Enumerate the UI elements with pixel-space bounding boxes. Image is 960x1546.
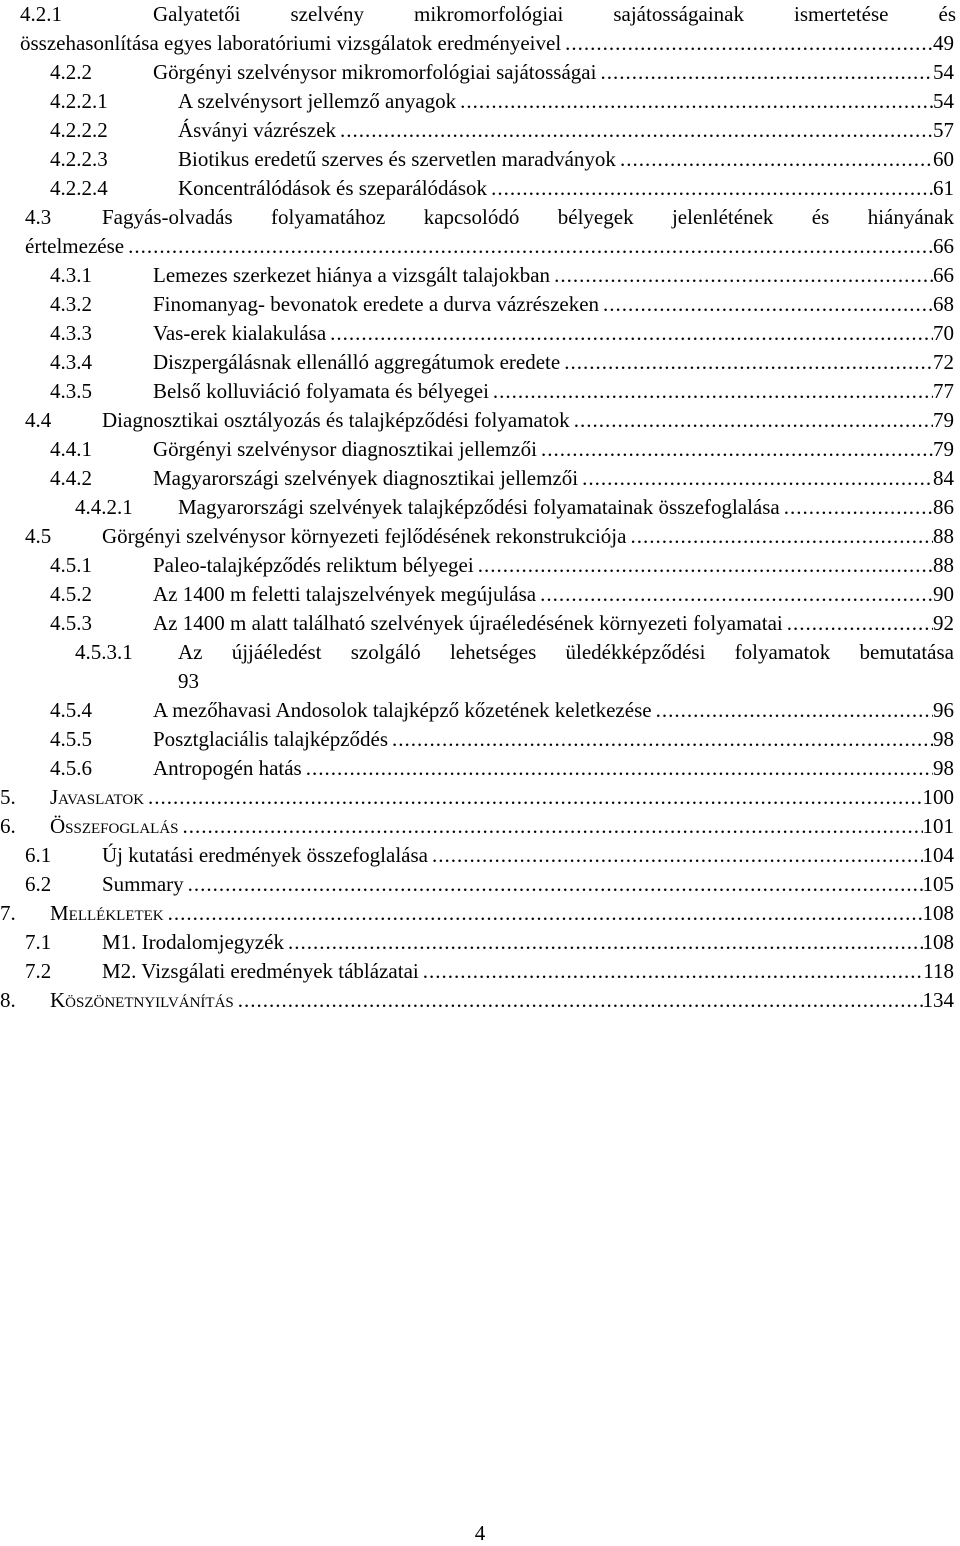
toc-title: Biotikus eredetű szerves és szervetlen maradványok xyxy=(178,147,616,171)
toc-number: 7.2 xyxy=(25,959,52,983)
toc-entry-4-2-1[interactable] xyxy=(0,0,960,58)
toc-title: Görgényi szelvénysor diagnosztikai jellemzői xyxy=(153,437,537,461)
toc-number: 4.2.2.1 xyxy=(50,89,108,113)
toc-number: 4.5.2 xyxy=(50,582,92,606)
toc-title: Javaslatok xyxy=(50,785,145,809)
toc-leader xyxy=(284,928,923,957)
toc-page: 108 xyxy=(922,901,954,925)
toc-page: 92 xyxy=(933,611,954,635)
toc-entry-4-3-3[interactable] xyxy=(0,319,960,348)
toc-leader xyxy=(626,522,933,551)
toc-leader xyxy=(652,696,933,725)
toc-page: 88 xyxy=(933,524,954,548)
toc-entry-4-2-2-2[interactable] xyxy=(0,116,960,145)
toc-title: Summary xyxy=(102,872,184,896)
toc-title: Posztglaciális talajképződés xyxy=(153,727,389,751)
toc-title: Köszönetnyilvánítás xyxy=(50,988,234,1012)
toc-entry-6-1[interactable] xyxy=(0,841,960,870)
toc-leader xyxy=(596,58,933,87)
toc-leader xyxy=(560,348,933,377)
toc-number: 4.5.3 xyxy=(50,611,92,635)
toc-entry-5[interactable] xyxy=(0,783,960,812)
toc-leader xyxy=(616,145,933,174)
toc-page: 68 xyxy=(933,292,954,316)
toc-page: 66 xyxy=(933,234,954,258)
toc-number: 4.2.2.2 xyxy=(50,118,108,142)
toc-title: M2. Vizsgálati eredmények táblázatai xyxy=(102,959,419,983)
toc-leader xyxy=(599,290,933,319)
toc-entry-7-1[interactable] xyxy=(0,928,960,957)
toc-page: 90 xyxy=(933,582,954,606)
toc-page: 72 xyxy=(933,350,954,374)
toc-number: 4.4.2.1 xyxy=(75,495,133,519)
toc-number: 4.5.6 xyxy=(50,756,92,780)
toc-title: Koncentrálódások és szeparálódások xyxy=(178,176,488,200)
toc-entry-4-3-1[interactable] xyxy=(0,261,960,290)
toc-leader xyxy=(336,116,933,145)
toc-page: 93 xyxy=(178,669,199,693)
toc-entry-4-4[interactable] xyxy=(0,406,960,435)
toc-leader xyxy=(487,174,933,203)
toc-number: 4.4 xyxy=(25,408,52,432)
toc-leader xyxy=(388,725,933,754)
toc-title: Új kutatási eredmények összefoglalása xyxy=(102,843,428,867)
toc-number: 4.3 xyxy=(25,205,52,229)
toc-number: 4.2.2.3 xyxy=(50,147,108,171)
toc-leader xyxy=(489,377,933,406)
toc-page: 54 xyxy=(933,89,954,113)
toc-entry-4-3-2[interactable] xyxy=(0,290,960,319)
toc-number: 4.3.2 xyxy=(50,292,92,316)
toc-number: 4.2.2 xyxy=(50,60,92,84)
toc-leader xyxy=(179,812,923,841)
toc-entry-4-5-6[interactable] xyxy=(0,754,960,783)
toc-leader xyxy=(234,986,923,1015)
toc-leader xyxy=(783,609,933,638)
toc-entry-4-5-4[interactable] xyxy=(0,696,960,725)
toc-page: 49 xyxy=(933,31,954,55)
toc-entry-4-3-4[interactable] xyxy=(0,348,960,377)
toc-page: 105 xyxy=(922,872,954,896)
toc-entry-4-5[interactable] xyxy=(0,522,960,551)
toc-title: A mezőhavasi Andosolok talajképző kőzetének keletkezése xyxy=(153,698,652,722)
toc-title: Diagnosztikai osztályozás és talajképződési folyamatok xyxy=(102,408,570,432)
toc-title: Görgényi szelvénysor mikromorfológiai sajátosságai xyxy=(153,60,597,84)
toc-page: 88 xyxy=(933,553,954,577)
toc-entry-4-5-2[interactable] xyxy=(0,580,960,609)
page-number: 4 xyxy=(474,1521,486,1545)
toc-page: 118 xyxy=(923,959,954,983)
toc-title: Lemezes szerkezet hiánya a vizsgált talajokban xyxy=(153,263,551,287)
toc-entry-4-4-2[interactable] xyxy=(0,464,960,493)
toc-title-continued: összehasonlítása egyes laboratóriumi vizsgálatok eredményeivel xyxy=(20,31,562,55)
toc-title: Vas-erek kialakulása xyxy=(153,321,327,345)
toc-number: 4.3.4 xyxy=(50,350,92,374)
toc-entry-7[interactable] xyxy=(0,899,960,928)
toc-title: Finomanyag- bevonatok eredete a durva vázrészeken xyxy=(153,292,600,316)
toc-leader xyxy=(144,783,922,812)
toc-page: 98 xyxy=(933,756,954,780)
toc-page: 84 xyxy=(933,466,954,490)
toc-title: Belső kolluviáció folyamata és bélyegei xyxy=(153,379,489,403)
toc-page: 57 xyxy=(933,118,954,142)
toc-page: 100 xyxy=(922,785,954,809)
toc-leader xyxy=(164,899,923,928)
toc-title-continued: értelmezése xyxy=(25,234,125,258)
toc-leader xyxy=(550,261,933,290)
toc-number: 4.5.1 xyxy=(50,553,92,577)
toc-number: 4.5 xyxy=(25,524,52,548)
toc-number: 6. xyxy=(0,814,16,838)
toc-title: A szelvénysort jellemző anyagok xyxy=(178,89,457,113)
toc-title: Paleo-talajképződés reliktum bélyegei xyxy=(153,553,474,577)
toc-entry-4-3-5[interactable] xyxy=(0,377,960,406)
toc-page: 134 xyxy=(922,988,954,1012)
toc-leader xyxy=(474,551,933,580)
toc-number: 4.4.1 xyxy=(50,437,92,461)
toc-title: Magyarországi szelvények talajképződési folyamatainak összefoglalása xyxy=(178,495,780,519)
toc-number: 6.1 xyxy=(25,843,52,867)
toc-entry-4-5-5[interactable] xyxy=(0,725,960,754)
toc-number: 5. xyxy=(0,785,16,809)
toc-page: 70 xyxy=(933,321,954,345)
toc-title: Görgényi szelvénysor környezeti fejlődésének rekonstrukciója xyxy=(102,524,627,548)
toc-entry-4-2-2-3[interactable] xyxy=(0,145,960,174)
toc-title: Az 1400 m alatt található szelvények újraéledésének környezeti folyamatai xyxy=(153,611,783,635)
toc-leader xyxy=(302,754,933,783)
toc-title: Galyatetői szelvény mikromorfológiai sajátosságainak ismertetése és xyxy=(153,2,956,26)
toc-leader xyxy=(326,319,933,348)
toc-page: 79 xyxy=(933,437,954,461)
toc-title: Magyarországi szelvények diagnosztikai jellemzői xyxy=(153,466,579,490)
toc-title: Antropogén hatás xyxy=(153,756,302,780)
toc-title: Mellékletek xyxy=(50,901,164,925)
toc-number: 4.5.5 xyxy=(50,727,92,751)
toc-title: Összefoglalás xyxy=(50,814,179,838)
toc-entry-4-4-2-1[interactable] xyxy=(0,493,960,522)
toc-entry-6[interactable] xyxy=(0,812,960,841)
toc-page: 101 xyxy=(922,814,954,838)
toc-entry-4-5-3[interactable] xyxy=(0,609,960,638)
toc-number: 7. xyxy=(0,901,16,925)
toc-number: 4.5.3.1 xyxy=(75,640,133,664)
toc-number: 7.1 xyxy=(25,930,52,954)
toc-leader xyxy=(419,957,924,986)
toc-leader xyxy=(570,406,933,435)
toc-number: 4.2.1 xyxy=(20,2,62,26)
toc-page: 104 xyxy=(922,843,954,867)
toc-entry-4-2-2[interactable] xyxy=(0,58,960,87)
toc-page: 79 xyxy=(933,408,954,432)
toc-number: 6.2 xyxy=(25,872,52,896)
toc-number: 4.3.3 xyxy=(50,321,92,345)
toc-leader xyxy=(537,435,933,464)
toc-page: 108 xyxy=(922,930,954,954)
toc-number: 4.2.2.4 xyxy=(50,176,108,200)
toc-page: 96 xyxy=(933,698,954,722)
toc-number: 4.3.1 xyxy=(50,263,92,287)
toc-number: 4.4.2 xyxy=(50,466,92,490)
toc-entry-4-4-1[interactable] xyxy=(0,435,960,464)
toc-page: 86 xyxy=(933,495,954,519)
toc-title: Ásványi vázrészek xyxy=(178,118,337,142)
toc-number: 4.5.4 xyxy=(50,698,92,722)
toc-entry-7-2[interactable] xyxy=(0,957,960,986)
toc-leader xyxy=(184,870,923,899)
toc-entry-4-3[interactable] xyxy=(0,203,960,261)
toc-title: Diszpergálásnak ellenálló aggregátumok eredete xyxy=(153,350,561,374)
toc-page: 54 xyxy=(933,60,954,84)
toc-leader xyxy=(780,493,933,522)
toc-entry-4-5-3-1[interactable] xyxy=(0,638,960,696)
toc-leader xyxy=(456,87,933,116)
toc-leader xyxy=(561,29,933,58)
toc-page: 66 xyxy=(933,263,954,287)
toc-leader xyxy=(578,464,933,493)
toc-title: M1. Irodalomjegyzék xyxy=(102,930,284,954)
toc-title: Fagyás-olvadás folyamatához kapcsolódó bélyegek jelenlétének és hiányának xyxy=(102,205,954,229)
toc-number: 4.3.5 xyxy=(50,379,92,403)
toc-title: Az 1400 m feletti talajszelvények megújulása xyxy=(153,582,537,606)
toc-page: 98 xyxy=(933,727,954,751)
toc-page: 60 xyxy=(933,147,954,171)
toc-entry-4-2-2-4[interactable] xyxy=(0,174,960,203)
toc-page: 61 xyxy=(933,176,954,200)
toc-number: 8. xyxy=(0,988,16,1012)
toc-leader xyxy=(536,580,933,609)
toc-entry-4-2-2-1[interactable] xyxy=(0,87,960,116)
toc-page: 77 xyxy=(933,379,954,403)
toc-entry-4-5-1[interactable] xyxy=(0,551,960,580)
toc-entry-6-2[interactable] xyxy=(0,870,960,899)
toc-leader xyxy=(124,232,933,261)
toc-entry-8[interactable] xyxy=(0,986,960,1015)
toc-title: Az újjáéledést szolgáló lehetséges üledékképződési folyamatok bemutatása xyxy=(178,640,954,664)
toc-leader xyxy=(428,841,923,870)
